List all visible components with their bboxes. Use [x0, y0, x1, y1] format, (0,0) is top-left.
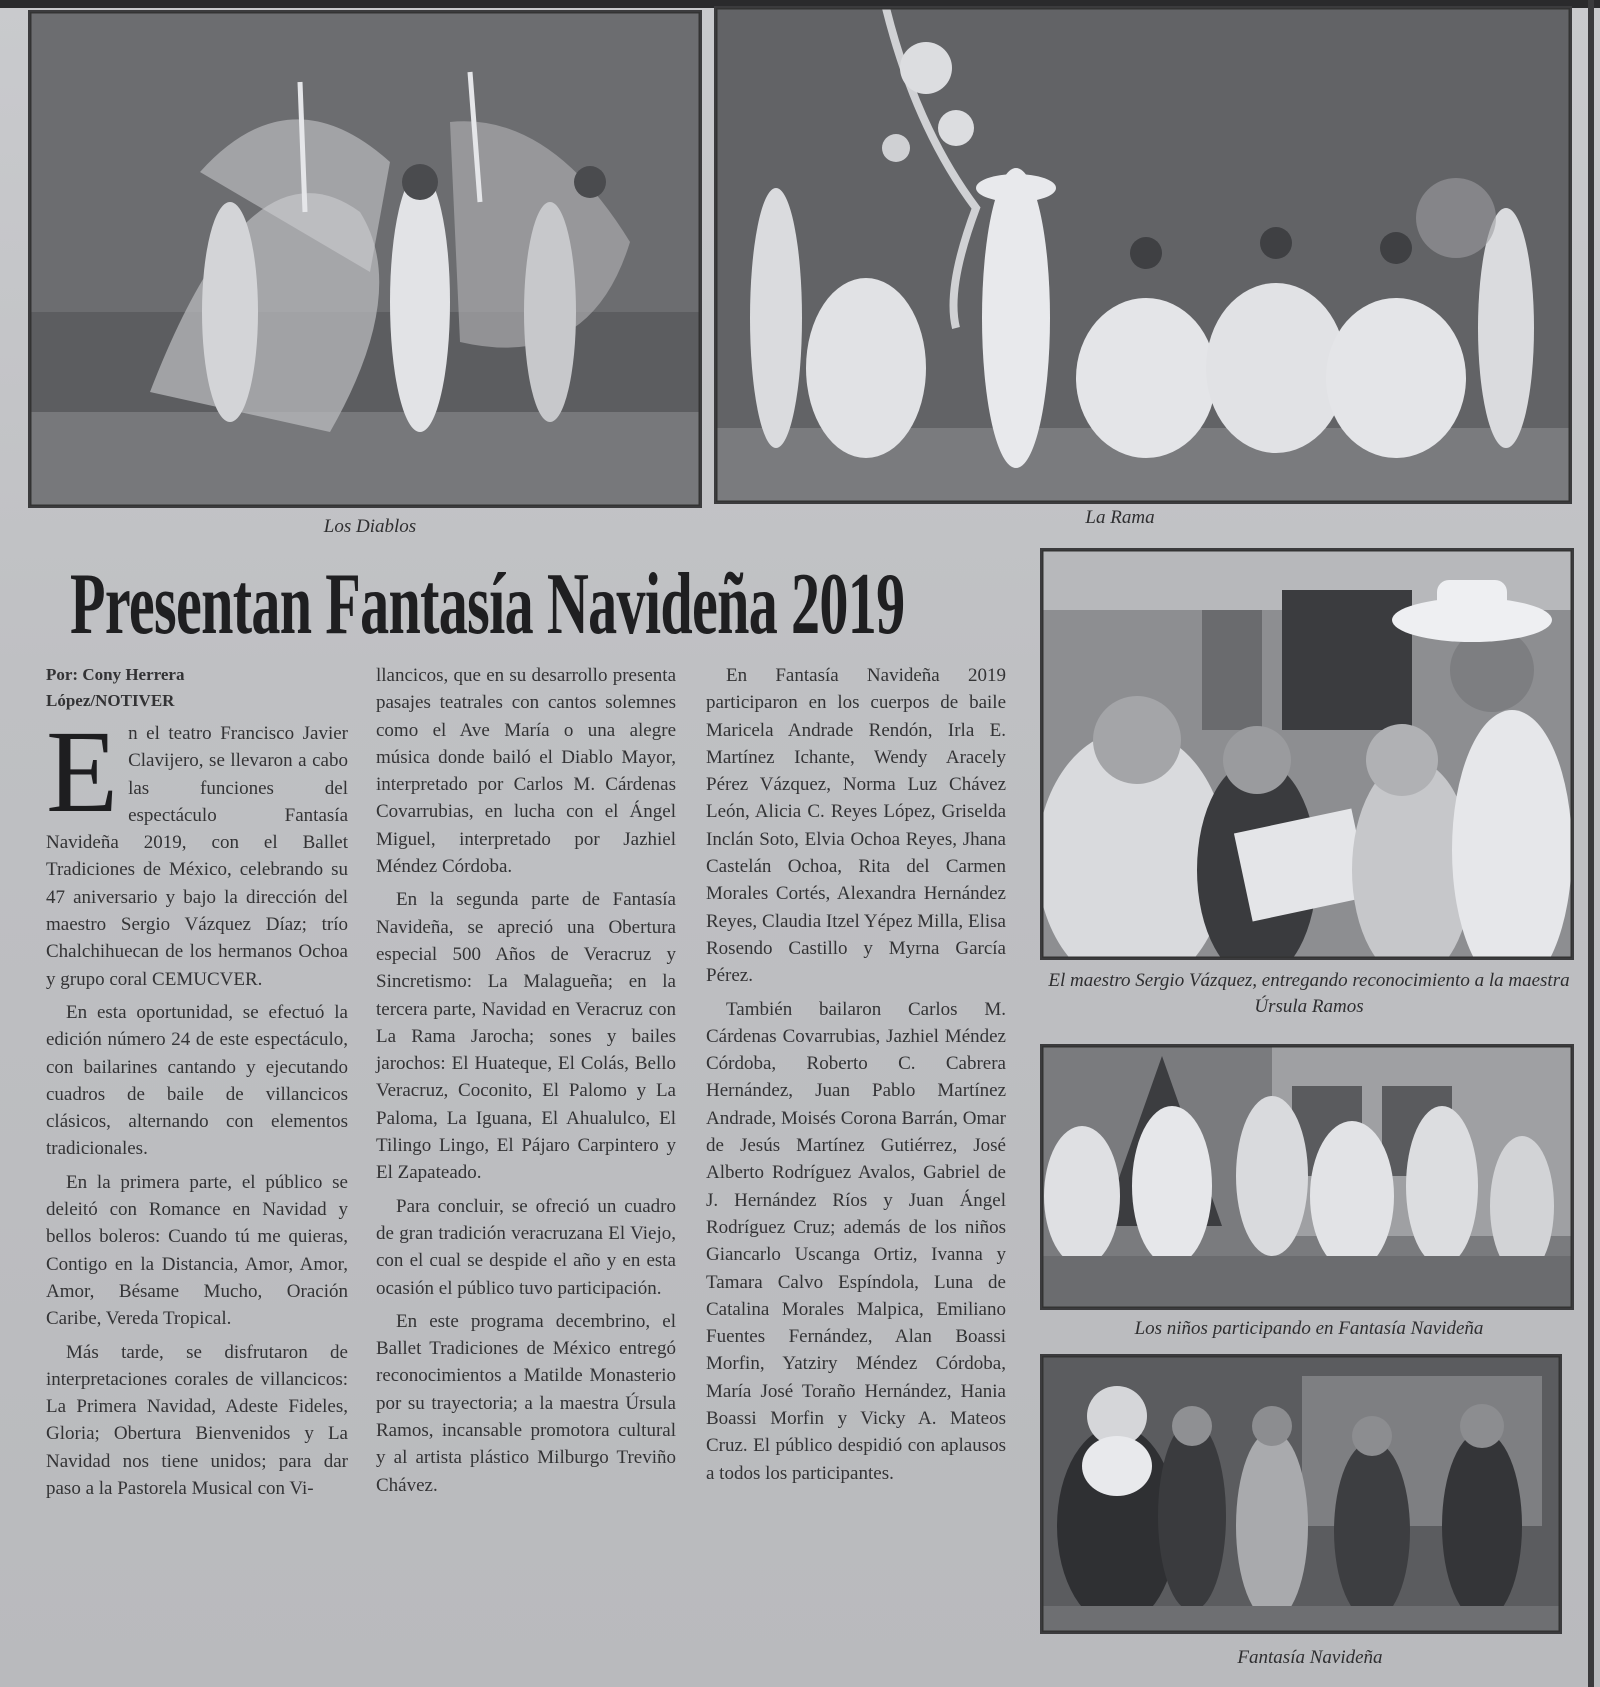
article-byline [46, 662, 348, 714]
caption-reconocimiento: El maestro Sergio Vázquez, entregando reconocimiento a la maestra Úrsula Ramos [1048, 970, 1570, 1017]
photo-fantasia-navidena [1040, 1354, 1562, 1634]
article-paragraph: llancicos, que en su desarrollo presenta pasajes teatrales con cantos solemnes como el Ave María o una alegre música donde bailó el Diablo Mayor, interpretado por Carlos M. Cárdenas Covarrubias, en lucha con el Ángel Miguel, interpretado por Jazhiel Méndez Córdoba. [376, 665, 676, 878]
photo-reconocimiento [1040, 548, 1574, 960]
photo-la-rama-image [716, 8, 1570, 502]
photo-los-ninos [1040, 1044, 1574, 1310]
article-paragraph [46, 706, 348, 993]
caption-fantasia-navidena: Fantasía Navideña [1237, 1647, 1383, 1668]
byline-source: López/NOTIVER [46, 691, 175, 710]
photo-los-diablos [28, 10, 702, 508]
photo-fantasia-navidena-image [1042, 1356, 1560, 1632]
article-column-3 [706, 662, 1006, 1493]
photo-los-ninos-image [1042, 1046, 1572, 1308]
article-column-2 [376, 662, 676, 1505]
article-headline: Presentan Fantasía Navideña 2019 [70, 556, 905, 653]
byline-author: Por: Cony Herrera [46, 665, 185, 684]
article-paragraph: En este programa decembrino, el Ballet Tradiciones de México entregó reconocimientos a Matilde Monasterio por su trayectoria; a la maestra Úrsula Ramos, incansable promotora cultural y al artista plástico Milburgo Treviño Chávez. [376, 1310, 676, 1496]
article-paragraph: También bailaron Carlos M. Cárdenas Covarrubias, Jazhiel Méndez Córdoba, Roberto C. Cabrera Hernández, Juan Pablo Martínez Andrade, Moisés Corona Barrán, Omar de Jesús Martínez Gutiérrez, José Alberto Rodríguez Avalos, Gabriel de J. Hernández Ríos y Juan Ángel Rodríguez Cruz; además de los niños Giancarlo Uscanga Ortiz, Ivanna y Tamara Calvo Espíndola, Luna de Catalina Morales Malpica, Emiliano Fuentes Fernández, Alan Boassi Morfin, Yatziry Méndez Córdoba, María José Toraño Hernández, Hania Boassi Morfin y Vicky A. Mateos Cruz. El público despidió con aplausos a todos los participantes. [706, 998, 1006, 1484]
photo-la-rama [714, 6, 1572, 504]
caption-los-diablos: Los Diablos [323, 516, 417, 537]
article-paragraph: En la segunda parte de Fantasía Navideña, se apreció una Obertura especial 500 Años de Veracruz y Sincretismo: La Malagueña; en la tercera parte, Navidad en Veracruz con La Rama Jarocha; sones y bailes jarochos: El Huateque, El Colás, Bello Veracruz, Coconito, El Palomo y La Paloma, La Iguana, El Ahualulco, El Tilingo Lingo, El Pájaro Carpintero y El Zapateado. [376, 889, 676, 1184]
caption-los-ninos: Los niños participando en Fantasía Navideña [1134, 1318, 1484, 1339]
article-paragraph: Para concluir, se ofreció un cuadro de gran tradición veracruzana El Viejo, con el cual se despide el año y en esta ocasión el público tuvo participación. [376, 1195, 676, 1299]
photo-reconocimiento-image [1042, 550, 1572, 958]
article-paragraph: En Fantasía Navideña 2019 participaron en los cuerpos de baile Maricela Andrade Rendón, Irla E. Martínez Ichante, Wendy Aracely Pérez Vázquez, Norma Luz Chávez León, Alicia C. Reyes López, Griselda Inclán Soto, Elvia Ochoa Reyes, Jhana Castelán Ochoa, Rita del Carmen Morales Cortés, Alexandra Hernández Reyes, Claudia Itzel Yépez Milla, Elisa Rosendo Castillo y Myrna García Pérez. [706, 665, 1006, 987]
article-column-1 [46, 662, 348, 1508]
drop-cap: E [46, 706, 119, 837]
article-paragraph-text: n el teatro Francisco Javier Clavijero, se llevaron a cabo las funciones del espectáculo Fantasía Navideña 2019, con el Ballet Tradiciones de México, celebrando su 47 aniversario y bajo la dirección del maestro Sergio Vázquez Díaz; trío Chalchihuecan de los hermanos Ochoa y grupo coral CEMUCVER. [46, 723, 348, 990]
article-paragraph: Más tarde, se disfrutaron de interpretaciones corales de villancicos: La Primera Navidad, Adeste Fideles, Gloria; Obertura Bienvenidos y La Navidad nos tiene unidos; para dar paso a la Pastorela Musical con Vi- [46, 1341, 348, 1500]
right-border-rule [1588, 0, 1594, 1687]
article-paragraph: En esta oportunidad, se efectuó la edición número 24 de este espectáculo, con bailarines cantando y ejecutando cuadros de baile de villancicos clásicos, alternando con elementos tradicionales. [46, 1001, 348, 1160]
article-paragraph: En la primera parte, el público se deleitó con Romance en Navidad y bellos boleros: Cuando tú me quieras, Contigo en la Distancia, Amor, Amor, Amor, Bésame Mucho, Oración Caribe, Vereda Tropical. [46, 1171, 348, 1330]
caption-la-rama: La Rama [1085, 507, 1155, 528]
photo-los-diablos-image [30, 12, 700, 506]
